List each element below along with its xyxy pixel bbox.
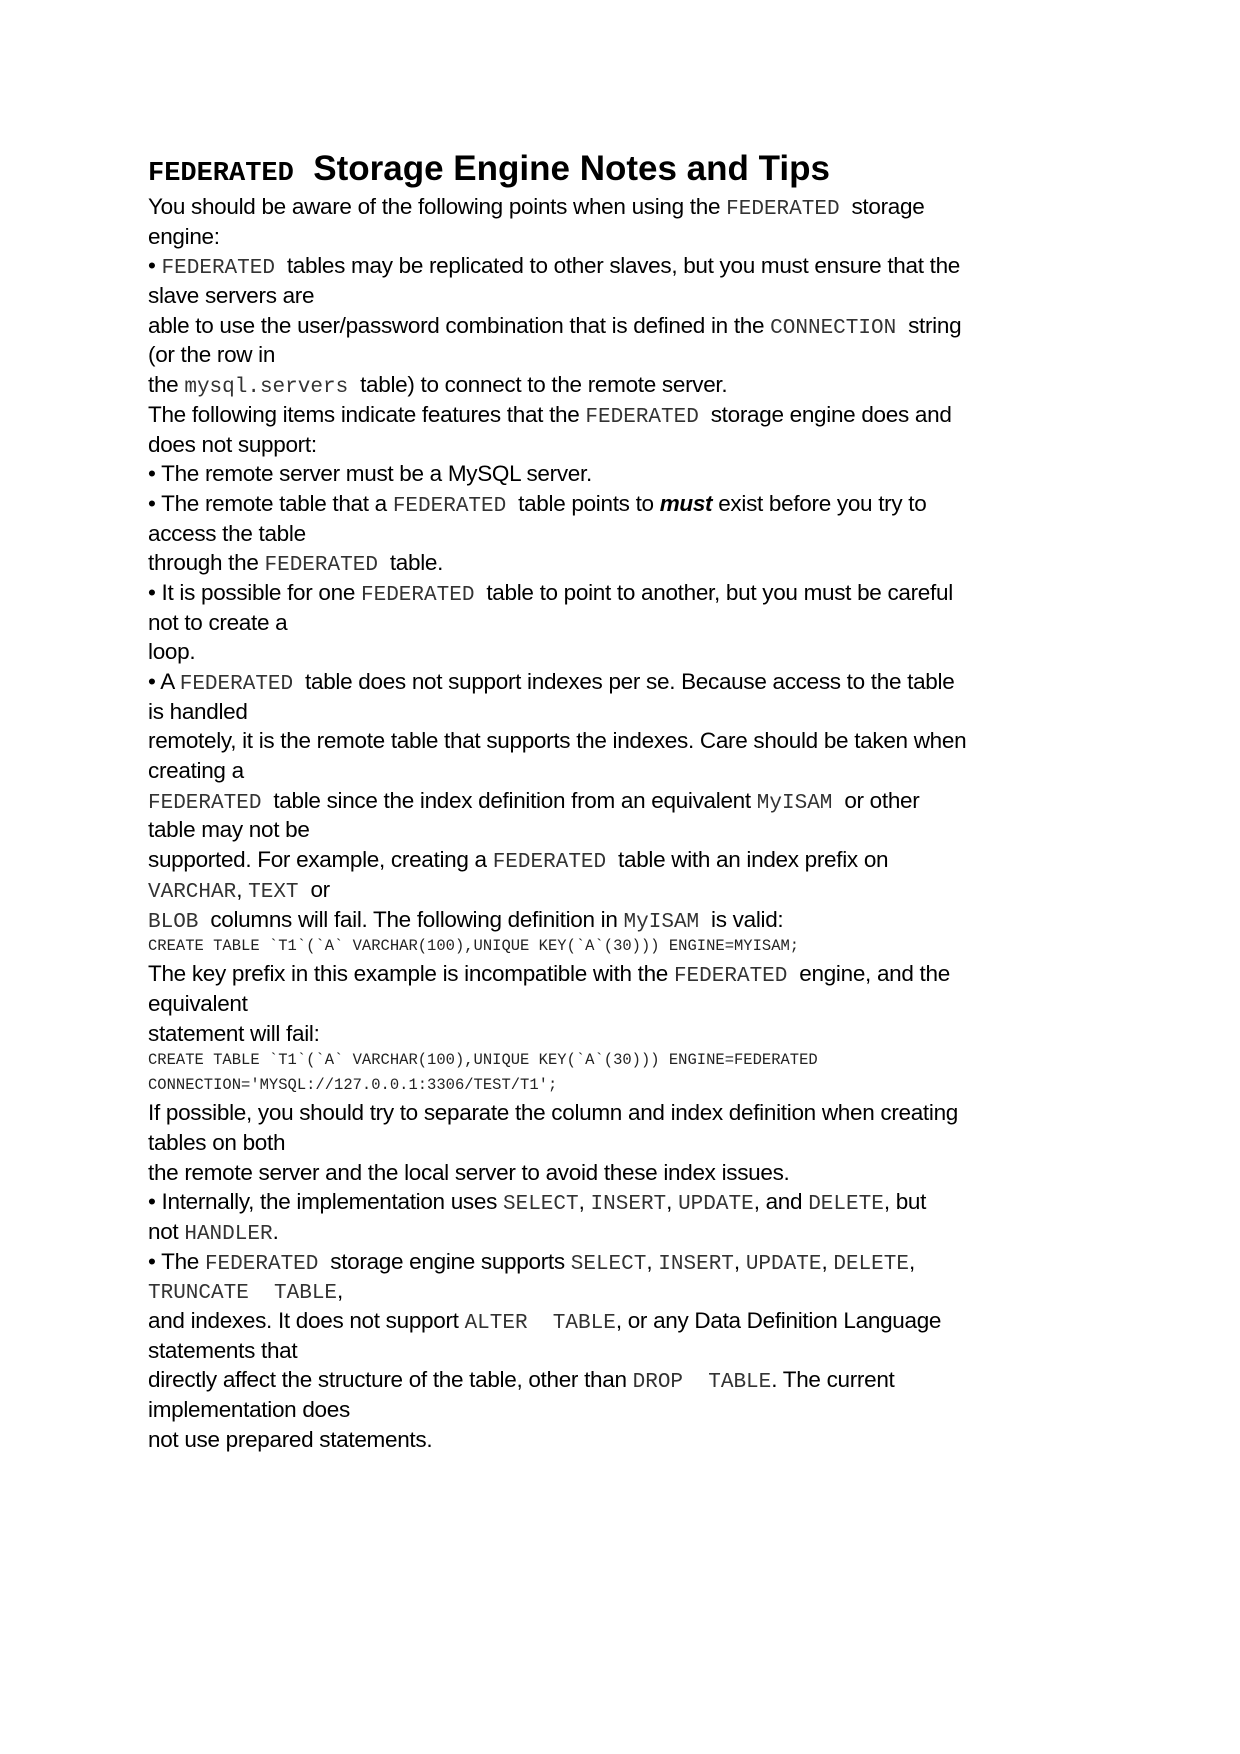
text-line: [148, 608, 1108, 638]
text-run: storage engine supports: [318, 1248, 571, 1274]
text-line: [148, 489, 1108, 519]
text-run: equivalent: [148, 990, 248, 1016]
text-line: [148, 281, 1108, 311]
code-term: DROP TABLE: [632, 1371, 772, 1395]
text-run: statement will fail:: [148, 1020, 320, 1046]
code-term: SELECT: [570, 1252, 647, 1276]
text-line: [148, 1098, 1108, 1128]
text-line: [148, 905, 1108, 935]
code-term: TEXT: [248, 880, 299, 904]
text-run: CONNECTION='MYSQL://127.0.0.1:3306/TEST/T1';: [148, 1076, 558, 1095]
text-run: exist before you try to: [712, 490, 927, 516]
text-line: [148, 815, 1108, 845]
code-term: FEDERATED: [161, 257, 275, 281]
code-term: BLOB: [148, 910, 199, 934]
text-run: is valid:: [699, 906, 784, 932]
text-run: ,: [666, 1189, 679, 1215]
code-term: MyISAM: [623, 910, 700, 934]
code-term: FEDERATED: [492, 851, 607, 875]
text-line: [148, 519, 1108, 549]
code-term: FEDERATED: [726, 198, 840, 221]
text-line: [148, 1306, 1108, 1336]
text-run: tables may be replicated to other slaves, but you must ensure that the: [274, 253, 960, 279]
text-run: table does not support indexes per se. Because access to the table: [293, 669, 955, 694]
text-run: • The: [148, 1248, 205, 1274]
text-run: or other: [832, 787, 920, 813]
text-line: [148, 1425, 1108, 1455]
code-term: ALTER TABLE: [464, 1312, 616, 1336]
text-run: supported. For example, creating a: [148, 847, 493, 873]
text-run: ,: [236, 876, 249, 902]
text-line: [148, 192, 1108, 222]
text-line: [148, 1276, 1108, 1306]
code-line: [148, 1073, 1108, 1098]
text-line: [148, 251, 1108, 281]
text-run: string: [896, 312, 962, 338]
text-run: implementation does: [148, 1397, 350, 1423]
text-line: [148, 1128, 1108, 1158]
text-run: , or any Data Definition Language: [615, 1308, 942, 1334]
text-run: . The current: [771, 1367, 895, 1393]
text-run: through the: [148, 550, 265, 576]
code-term: DELETE: [833, 1252, 909, 1276]
text-line: [148, 989, 1108, 1019]
text-line: [148, 1158, 1108, 1188]
text-run: statements that: [148, 1337, 298, 1363]
text-run: slave servers are: [148, 283, 315, 309]
text-run: able to use the user/password combination that is defined in the: [148, 312, 771, 338]
code-term: TRUNCATE TABLE: [148, 1282, 338, 1306]
text-run: ,: [578, 1189, 591, 1215]
text-run: engine, and the: [787, 961, 950, 987]
text-run: table with an index prefix on: [606, 847, 889, 873]
page-title: [148, 146, 1108, 192]
code-term: FEDERATED: [148, 159, 294, 189]
text-line: [148, 311, 1108, 341]
text-line: [148, 459, 1108, 489]
document-body: [148, 192, 1108, 1455]
text-line: [148, 1395, 1108, 1425]
code-term: FEDERATED: [264, 554, 378, 578]
text-run: storage: [839, 194, 925, 219]
text-run: • A: [148, 669, 180, 694]
text-run: •: [148, 253, 162, 279]
text-run: table) to connect to the remote server.: [348, 372, 728, 398]
text-run: is handled: [148, 698, 248, 724]
text-line: [148, 548, 1108, 578]
text-run: creating a: [148, 758, 244, 784]
text-run: table.: [377, 550, 444, 576]
text-line: [148, 959, 1108, 989]
text-run: table to point to another, but you must be careful: [474, 579, 953, 605]
text-line: [148, 845, 1108, 875]
text-run: access the table: [148, 520, 306, 546]
code-term: FEDERATED: [585, 405, 699, 429]
code-term: DELETE: [808, 1193, 884, 1217]
text-run: table since the index definition from an equivalent: [261, 787, 757, 813]
text-line: [148, 1336, 1108, 1366]
code-term: HANDLER: [184, 1223, 273, 1246]
text-run: columns will fail. The following definition in: [198, 906, 624, 932]
text-line: [148, 400, 1108, 430]
code-term: SELECT: [503, 1193, 579, 1217]
text-run: not: [148, 1219, 185, 1244]
text-line: [148, 430, 1108, 460]
text-run: ,: [733, 1248, 746, 1274]
text-line: [148, 667, 1108, 697]
text-run: directly affect the structure of the table, other than: [148, 1367, 633, 1393]
text-line: [148, 370, 1108, 400]
emphasis-text: must: [659, 490, 713, 516]
code-term: FEDERATED: [673, 965, 788, 989]
code-term: INSERT: [590, 1193, 667, 1217]
text-run: • The remote server must be a MySQL server.: [148, 461, 592, 487]
code-term: UPDATE: [678, 1193, 754, 1217]
text-run: If possible, you should try to separate the column and index definition when creating: [148, 1100, 959, 1126]
text-run: storage engine does and: [698, 401, 952, 427]
code-line: [148, 934, 1108, 959]
code-term: mysql.servers: [184, 376, 349, 400]
text-line: [148, 1365, 1108, 1395]
text-run: The key prefix in this example is incompatible with the: [148, 961, 674, 987]
text-run: not use prepared statements.: [148, 1426, 433, 1452]
text-line: [148, 1187, 1108, 1217]
text-run: remotely, it is the remote table that supports the indexes. Care should be taken when: [148, 728, 967, 754]
text-run: tables on both: [148, 1129, 286, 1155]
text-run: CREATE TABLE `T1`(`A` VARCHAR(100),UNIQUE KEY(`A`(30))) ENGINE=MYISAM;: [148, 937, 800, 956]
text-line: [148, 786, 1108, 816]
text-run: CREATE TABLE `T1`(`A` VARCHAR(100),UNIQUE KEY(`A`(30))) ENGINE=FEDERATED: [148, 1051, 818, 1070]
text-line: [148, 697, 1108, 727]
text-run: table may not be: [148, 817, 310, 843]
text-run: ,: [908, 1248, 915, 1274]
code-term: FEDERATED: [361, 583, 475, 607]
text-line: [148, 1019, 1108, 1049]
document-page: [148, 146, 1108, 1455]
text-run: • It is possible for one: [148, 579, 361, 605]
text-run: You should be aware of the following points when using the: [148, 194, 727, 219]
text-line: [148, 726, 1108, 756]
code-term: VARCHAR: [148, 880, 237, 904]
text-line: [148, 637, 1108, 667]
text-run: Storage Engine Notes and Tips: [293, 149, 830, 188]
text-run: The following items indicate features that the: [148, 401, 586, 427]
code-term: FEDERATED: [204, 1252, 319, 1276]
text-run: the remote server and the local server to avoid these index issues.: [148, 1159, 790, 1185]
code-term: UPDATE: [745, 1252, 822, 1276]
code-term: FEDERATED: [148, 791, 262, 815]
code-term: CONNECTION: [770, 316, 897, 340]
text-run: .: [272, 1219, 279, 1244]
text-line: [148, 875, 1108, 905]
text-run: does not support:: [148, 431, 317, 457]
text-line: [148, 1217, 1108, 1247]
text-run: ,: [646, 1248, 659, 1274]
text-run: or: [298, 876, 330, 902]
text-run: ,: [337, 1278, 343, 1304]
text-run: table points to: [506, 490, 660, 516]
code-term: FEDERATED: [179, 673, 294, 696]
text-run: , but: [883, 1189, 927, 1215]
text-run: engine:: [148, 223, 220, 249]
text-line: [148, 578, 1108, 608]
text-run: , and: [753, 1189, 809, 1215]
text-run: ,: [821, 1248, 834, 1274]
code-line: [148, 1048, 1108, 1073]
code-term: FEDERATED: [392, 494, 507, 518]
text-run: not to create a: [148, 609, 288, 635]
text-line: [148, 340, 1108, 370]
text-run: • The remote table that a: [148, 490, 393, 516]
text-line: [148, 756, 1108, 786]
text-run: • Internally, the implementation uses: [148, 1189, 503, 1215]
code-term: INSERT: [658, 1252, 734, 1276]
text-run: the: [148, 372, 185, 398]
text-run: and indexes. It does not support: [148, 1308, 465, 1334]
text-run: (or the row in: [148, 342, 276, 368]
code-term: MyISAM: [756, 791, 833, 815]
text-line: [148, 222, 1108, 252]
text-run: loop.: [148, 639, 196, 665]
text-line: [148, 1247, 1108, 1277]
